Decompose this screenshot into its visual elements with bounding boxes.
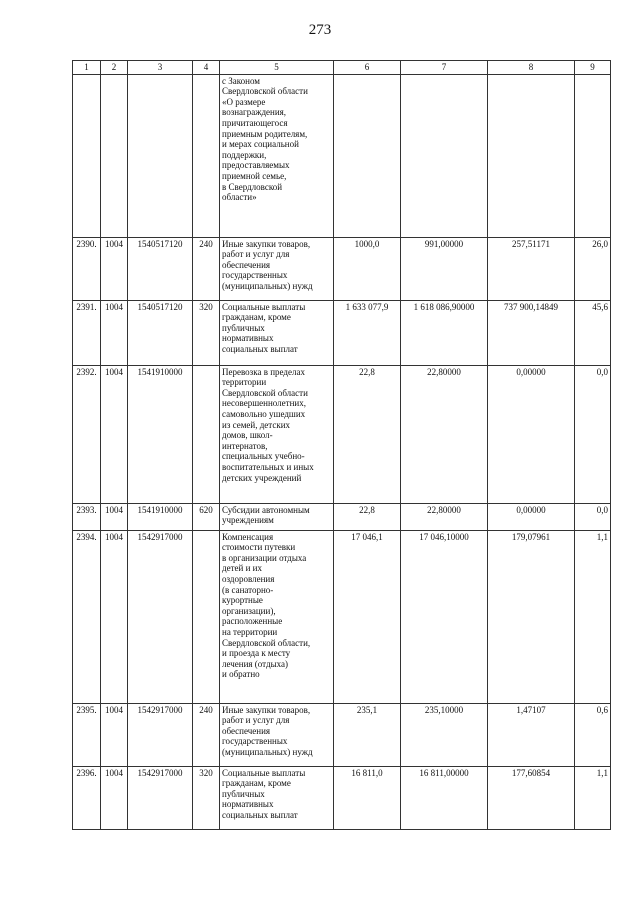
row-number-cell: 2392.	[73, 365, 101, 503]
section-code-cell: 1004	[101, 365, 128, 503]
expense-type-cell: 620	[193, 503, 220, 530]
table-row-continuation	[73, 74, 611, 237]
planned-amount-cell	[401, 74, 488, 237]
section-code-cell: 1004	[101, 766, 128, 829]
planned-amount-cell: 16 811,00000	[401, 766, 488, 829]
expense-type-cell	[193, 365, 220, 503]
planned-amount-cell: 235,10000	[401, 703, 488, 766]
expense-type-cell: 320	[193, 766, 220, 829]
description-cell: Социальные выплаты гражданам, кроме публичных нормативных социальных выплат	[220, 766, 334, 829]
target-code-cell: 1540517120	[128, 300, 193, 365]
column-header-6: 6	[334, 61, 401, 75]
table-row	[73, 300, 611, 365]
executed-amount-cell: 179,07961	[488, 530, 575, 703]
budget-table	[72, 60, 611, 830]
row-number-cell: 2390.	[73, 237, 101, 300]
section-code-cell: 1004	[101, 530, 128, 703]
row-number-cell	[73, 74, 101, 237]
expense-type-cell: 240	[193, 237, 220, 300]
section-code-cell: 1004	[101, 237, 128, 300]
header-row	[73, 61, 611, 75]
approved-amount-cell: 235,1	[334, 703, 401, 766]
target-code-cell	[128, 74, 193, 237]
table-row	[73, 365, 611, 503]
row-number-cell: 2394.	[73, 530, 101, 703]
description-cell: Иные закупки товаров, работ и услуг для обеспечения государственных (муниципальных) нужд	[220, 703, 334, 766]
percent-cell: 45,6	[575, 300, 611, 365]
column-header-3: 3	[128, 61, 193, 75]
table-row	[73, 237, 611, 300]
approved-amount-cell	[334, 74, 401, 237]
expense-type-cell: 240	[193, 703, 220, 766]
planned-amount-cell: 1 618 086,90000	[401, 300, 488, 365]
column-header-7: 7	[401, 61, 488, 75]
section-code-cell	[101, 74, 128, 237]
percent-cell: 0,6	[575, 703, 611, 766]
row-number-cell: 2391.	[73, 300, 101, 365]
planned-amount-cell: 991,00000	[401, 237, 488, 300]
approved-amount-cell: 1000,0	[334, 237, 401, 300]
description-cell: с Законом Свердловской области «О размере вознаграждения, причитающегося приемным родителям, и мерах социальной поддержки, предоставляемых приемной семье, в Свердловской области»	[220, 74, 334, 237]
column-header-9: 9	[575, 61, 611, 75]
percent-cell	[575, 74, 611, 237]
executed-amount-cell: 1,47107	[488, 703, 575, 766]
column-header-8: 8	[488, 61, 575, 75]
approved-amount-cell: 17 046,1	[334, 530, 401, 703]
section-code-cell: 1004	[101, 503, 128, 530]
description-cell: Иные закупки товаров, работ и услуг для обеспечения государственных (муниципальных) нужд	[220, 237, 334, 300]
row-number-cell: 2396.	[73, 766, 101, 829]
expense-type-cell	[193, 74, 220, 237]
description-cell: Социальные выплаты гражданам, кроме публичных нормативных социальных выплат	[220, 300, 334, 365]
column-header-2: 2	[101, 61, 128, 75]
executed-amount-cell: 177,60854	[488, 766, 575, 829]
description-cell: Субсидии автономным учреждениям	[220, 503, 334, 530]
column-header-5: 5	[220, 61, 334, 75]
target-code-cell: 1542917000	[128, 530, 193, 703]
percent-cell: 0,0	[575, 503, 611, 530]
target-code-cell: 1542917000	[128, 703, 193, 766]
target-code-cell: 1540517120	[128, 237, 193, 300]
expense-type-cell	[193, 530, 220, 703]
table-row	[73, 503, 611, 530]
approved-amount-cell: 22,8	[334, 503, 401, 530]
planned-amount-cell: 17 046,10000	[401, 530, 488, 703]
description-cell: Перевозка в пределах территории Свердловской области несовершеннолетних, самовольно ушедших из семей, детских домов, школ- интернатов, специальных учебно- воспитательных и иных детских учреждений	[220, 365, 334, 503]
percent-cell: 0,0	[575, 365, 611, 503]
target-code-cell: 1541910000	[128, 503, 193, 530]
percent-cell: 1,1	[575, 766, 611, 829]
column-header-1: 1	[73, 61, 101, 75]
executed-amount-cell	[488, 74, 575, 237]
percent-cell: 1,1	[575, 530, 611, 703]
executed-amount-cell: 0,00000	[488, 365, 575, 503]
section-code-cell: 1004	[101, 300, 128, 365]
row-number-cell: 2393.	[73, 503, 101, 530]
planned-amount-cell: 22,80000	[401, 365, 488, 503]
column-header-4: 4	[193, 61, 220, 75]
executed-amount-cell: 0,00000	[488, 503, 575, 530]
percent-cell: 26,0	[575, 237, 611, 300]
target-code-cell: 1541910000	[128, 365, 193, 503]
page-number: 273	[308, 22, 332, 38]
planned-amount-cell: 22,80000	[401, 503, 488, 530]
approved-amount-cell: 22,8	[334, 365, 401, 503]
table-row	[73, 766, 611, 829]
description-cell: Компенсация стоимости путевки в организации отдыха детей и их оздоровления (в санаторно- курортные организации), расположенные на территории Свердловской области, и проезда к месту лечения (отдыха) и обратно	[220, 530, 334, 703]
section-code-cell: 1004	[101, 703, 128, 766]
table-row	[73, 703, 611, 766]
executed-amount-cell: 737 900,14849	[488, 300, 575, 365]
approved-amount-cell: 1 633 077,9	[334, 300, 401, 365]
approved-amount-cell: 16 811,0	[334, 766, 401, 829]
row-number-cell: 2395.	[73, 703, 101, 766]
expense-type-cell: 320	[193, 300, 220, 365]
target-code-cell: 1542917000	[128, 766, 193, 829]
table-row	[73, 530, 611, 703]
executed-amount-cell: 257,51171	[488, 237, 575, 300]
